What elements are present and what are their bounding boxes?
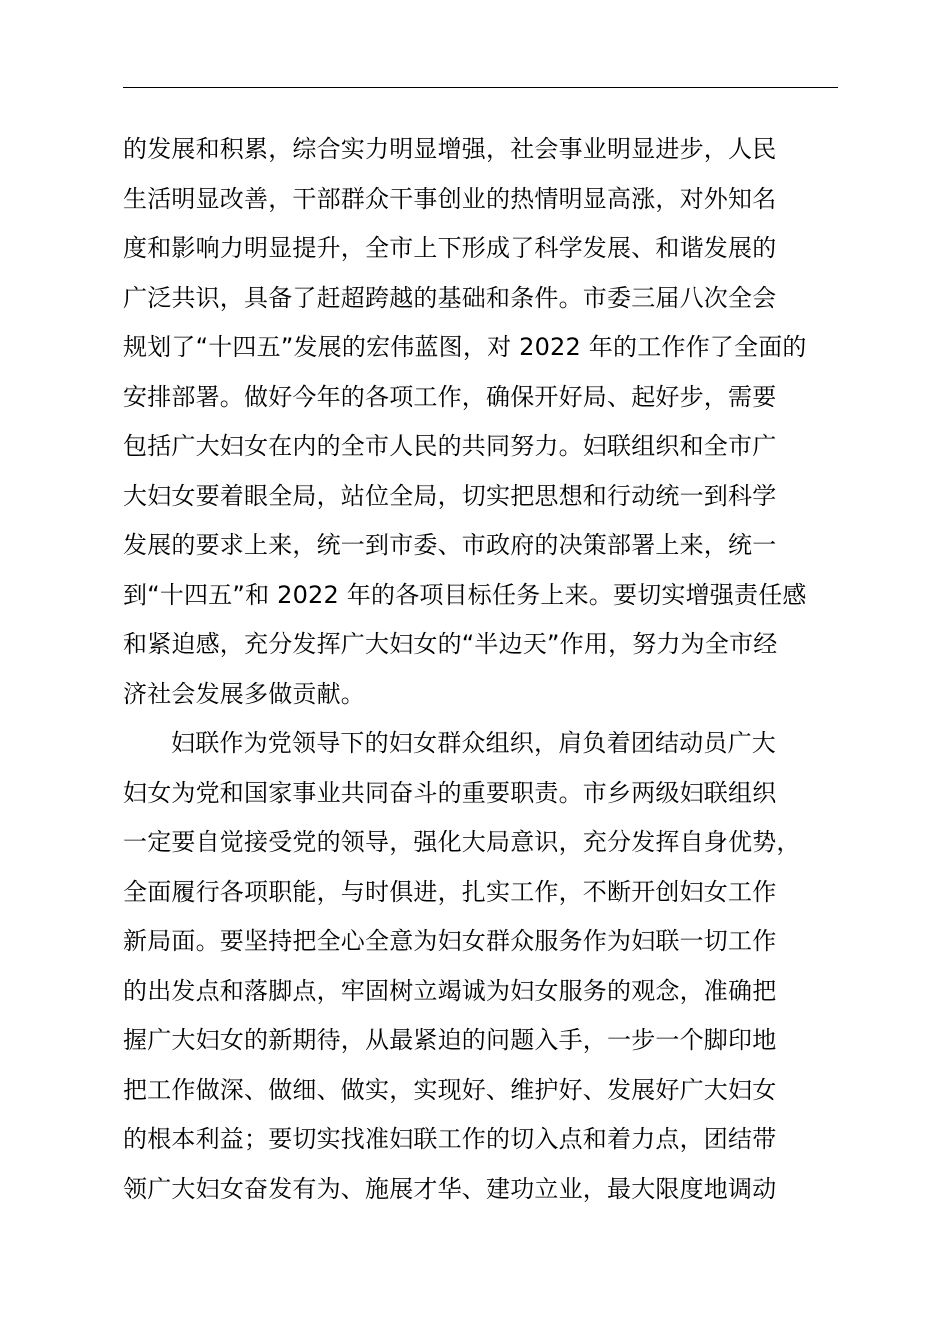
text-line: 全面履行各项职能，与时俱进，扎实工作，不断开创妇女工作 [123, 877, 777, 906]
text-line: 的发展和积累，综合实力明显增强，社会事业明显进步，人民 [123, 135, 777, 163]
text-line: 一定要自觉接受党的领导，强化大局意识，充分发挥自身优势， [123, 828, 801, 856]
body-text [123, 125, 883, 1214]
text-line: 妇女为党和国家事业共同奋斗的重要职责。市乡两级妇联组织 [123, 778, 777, 807]
text-line: 发展的要求上来，统一到市委、市政府的决策部署上来，统一 [123, 531, 777, 559]
text-line: 生活明显改善，干部群众干事创业的热情明显高涨，对外知名 [123, 184, 777, 213]
text-line: 把工作做深、做细、做实，实现好、维护好、发展好广大妇女 [123, 1075, 777, 1104]
text-line: 领广大妇女奋发有为、施展才华、建功立业，最大限度地调动 [123, 1174, 777, 1203]
text-line: 和紧迫感，充分发挥广大妇女的“半边天”作用，努力为全市经 [123, 630, 778, 658]
text-line: 到“十四五”和 2022 年的各项目标任务上来。要切实增强责任感 [123, 580, 807, 609]
text-line: 安排部署。做好今年的各项工作，确保开好局、起好步，需要 [123, 382, 777, 411]
paragraph-2 [123, 719, 883, 1214]
text-line: 济社会发展多做贡献。 [123, 679, 365, 708]
text-line: 包括广大妇女在内的全市人民的共同努力。妇联组织和全市广 [123, 432, 777, 460]
text-line: 新局面。要坚持把全心全意为妇女群众服务作为妇联一切工作 [123, 927, 777, 955]
paragraph-1 [123, 125, 883, 719]
text-line: 广泛共识，具备了赶超跨越的基础和条件。市委三届八次全会 [123, 283, 777, 312]
text-line: 的出发点和落脚点，牢固树立竭诚为妇女服务的观念，准确把 [123, 976, 777, 1005]
text-line: 握广大妇女的新期待，从最紧迫的问题入手，一步一个脚印地 [123, 1026, 777, 1054]
text-line: 度和影响力明显提升，全市上下形成了科学发展、和谐发展的 [123, 234, 777, 262]
text-line-indented: 妇联作为党领导下的妇女群众组织，肩负着团结动员广大 [171, 729, 776, 757]
header-rule [123, 87, 838, 88]
text-line: 的根本利益；要切实找准妇联工作的切入点和着力点，团结带 [123, 1125, 777, 1153]
text-line: 规划了“十四五”发展的宏伟蓝图，对 2022 年的工作作了全面的 [123, 333, 807, 361]
text-line: 大妇女要着眼全局，站位全局，切实把思想和行动统一到科学 [123, 481, 777, 510]
